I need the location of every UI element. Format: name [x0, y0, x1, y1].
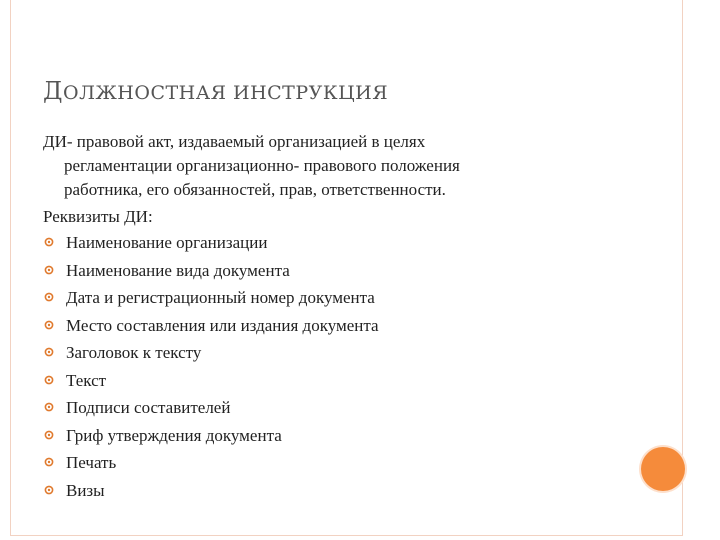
title-word-2: ИНСТРУКЦИЯ — [233, 82, 389, 104]
sun-bullet-icon — [44, 375, 54, 385]
list-item-text: Текст — [66, 370, 107, 390]
title-word-1: ОЛЖНОСТНАЯ — [63, 82, 233, 104]
list-item — [43, 449, 653, 477]
list-item — [43, 257, 653, 285]
sun-bullet-icon — [44, 265, 54, 275]
list-item-text: Наименование вида документа — [66, 260, 290, 280]
definition-line-1: ДИ- правовой акт, издаваемый организацией в целях — [43, 132, 426, 151]
definition-line-3: работника, его обязанностей, прав, ответственности. — [64, 180, 446, 199]
list-item — [43, 284, 653, 312]
list-item-text: Подписи составителей — [66, 398, 231, 417]
list-item-text: Визы — [66, 480, 105, 500]
sun-bullet-icon — [44, 292, 54, 302]
requisites-list — [43, 229, 653, 504]
list-item-text: Место составления или издания документа — [66, 315, 379, 335]
list-item-text: Гриф утверждения документа — [66, 425, 282, 445]
requisites-title: Реквизиты ДИ: — [43, 207, 153, 226]
sun-bullet-icon — [44, 485, 54, 495]
sun-bullet-icon — [44, 430, 54, 440]
list-item-text: Наименование организации — [66, 233, 268, 252]
sun-bullet-icon — [44, 457, 54, 467]
list-item — [43, 229, 653, 257]
list-item-text: Дата и регистрационный номер документа — [66, 288, 375, 307]
list-item — [43, 339, 653, 367]
sun-bullet-icon — [44, 347, 54, 357]
sun-bullet-icon — [44, 402, 54, 412]
list-item — [43, 367, 653, 395]
slide-title — [43, 78, 388, 106]
list-item — [43, 477, 653, 505]
list-item-text: Заголовок к тексту — [66, 343, 202, 362]
list-item — [43, 422, 653, 450]
sun-bullet-icon — [44, 237, 54, 247]
definition-line-2: регламентации организационно- правового положения — [64, 156, 460, 175]
list-item — [43, 394, 653, 422]
title-first-letter: Д — [43, 77, 64, 105]
decorative-orange-circle — [641, 447, 685, 491]
list-item-text: Печать — [66, 453, 117, 472]
slide-content — [43, 130, 653, 504]
list-item — [43, 312, 653, 340]
sun-bullet-icon — [44, 320, 54, 330]
